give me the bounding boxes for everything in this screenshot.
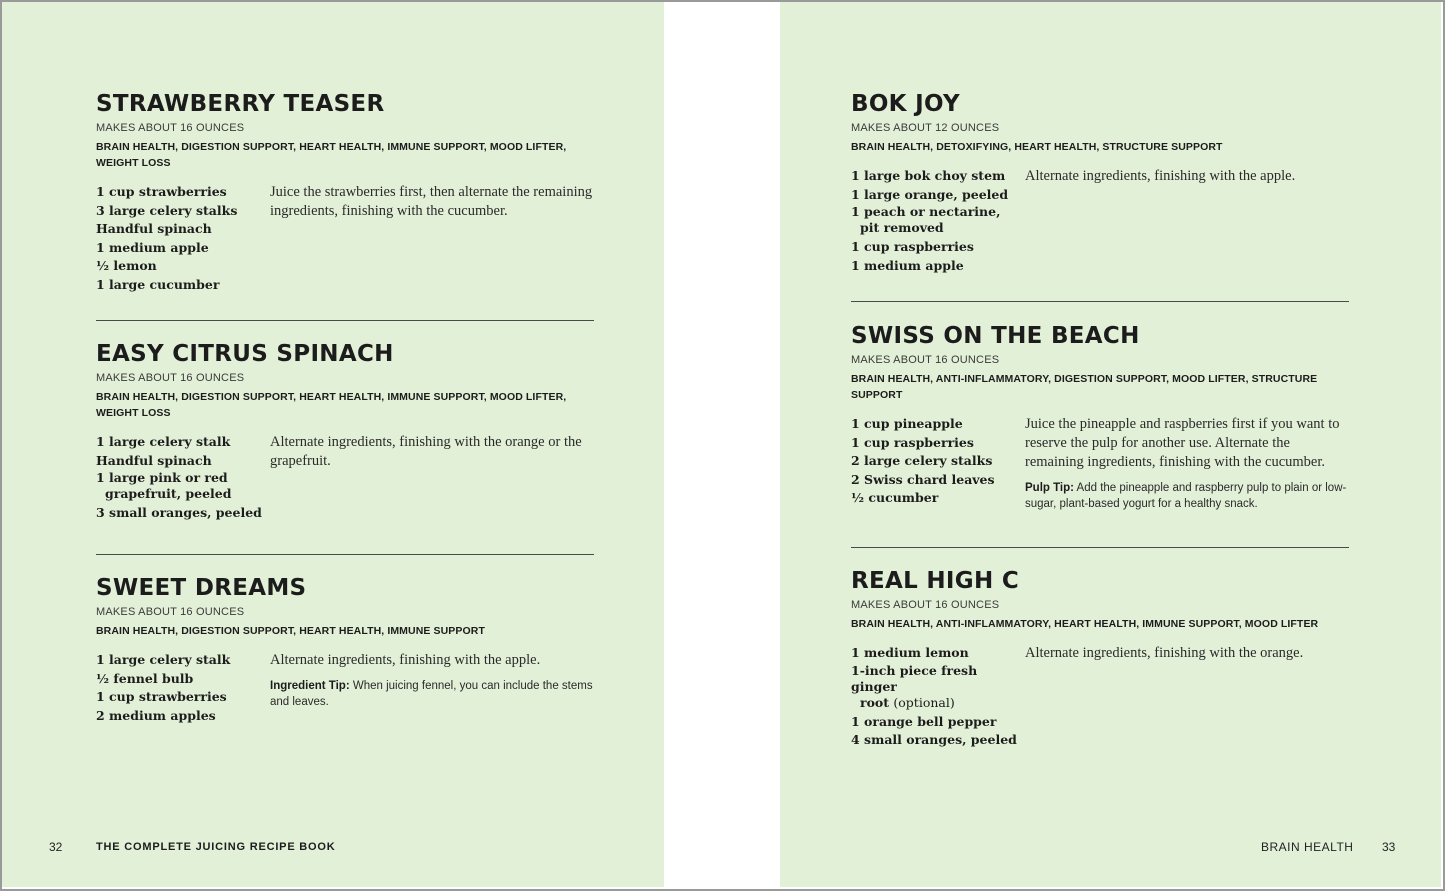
recipe-real-high-c <box>851 567 1349 750</box>
pulp-tip <box>1025 480 1351 512</box>
recipe-benefits: BRAIN HEALTH, ANTI-INFLAMMATORY, HEART HEALTH, IMMUNE SUPPORT, MOOD LIFTER <box>851 618 1319 630</box>
tip-label: Pulp Tip: <box>1025 482 1074 494</box>
recipe-title: BOK JOY <box>851 91 960 117</box>
ingredient-line: 1-inch piece fresh ginger <box>851 662 978 694</box>
recipe-benefits: BRAIN HEALTH, DETOXIFYING, HEART HEALTH, STRUCTURE SUPPORT <box>851 141 1223 153</box>
recipe-yield: MAKES ABOUT 16 OUNCES <box>96 122 245 134</box>
ingredient-line-continued: grapefruit, peeled <box>105 486 232 501</box>
recipe-title: SWISS ON THE BEACH <box>851 323 1140 349</box>
ingredient-tip <box>270 678 596 710</box>
ingredient-item: 1 cup raspberries <box>851 239 974 254</box>
recipe-directions: Alternate ingredients, finishing with the orange or the grapefruit. <box>270 434 582 469</box>
ingredient-item: Handful spinach <box>96 452 212 468</box>
optional-note: (optional) <box>893 694 955 710</box>
ingredient-item <box>851 663 1021 713</box>
recipe-yield: MAKES ABOUT 16 OUNCES <box>96 606 245 618</box>
recipe-sweet-dreams <box>96 574 594 725</box>
recipe-easy-citrus-spinach <box>96 340 594 523</box>
right-page <box>780 2 1441 887</box>
ingredient-item <box>96 470 266 504</box>
ingredient-item: 3 large celery stalks <box>96 202 238 218</box>
recipe-directions: Juice the strawberries first, then alternate the remaining ingredients, finishing with the cucumber. <box>270 184 593 219</box>
ingredient-item: 1 cup raspberries <box>851 434 974 450</box>
ingredient-item: Handful spinach <box>96 221 212 236</box>
ingredient-item: 1 large cucumber <box>96 276 220 292</box>
ingredient-line: 1 peach or nectarine, <box>851 204 1001 219</box>
ingredient-item: 4 small oranges, peeled <box>851 732 1017 747</box>
ingredient-item: 1 large celery stalk <box>96 434 231 449</box>
section-divider <box>851 301 1349 302</box>
recipe-directions-block <box>1025 415 1351 512</box>
ingredient-line-continued <box>851 695 1021 711</box>
ingredient-list <box>96 433 266 523</box>
ingredient-item: 2 large celery stalks <box>851 453 993 468</box>
ingredient-line: 1 large pink or red <box>96 470 228 485</box>
ingredient-item: 1 cup pineapple <box>851 416 963 431</box>
ingredient-list <box>851 415 1021 508</box>
tip-text: Add the pineapple and raspberry pulp to plain or low-sugar, plant-based yogurt for a healthy snack. <box>1025 482 1347 510</box>
recipe-directions: Juice the pineapple and raspberries first if you want to reserve the pulp for another use. Alternate the remaining ingredients, finishing with the cucumber. <box>1025 416 1340 470</box>
recipe-yield: MAKES ABOUT 16 OUNCES <box>851 599 1000 611</box>
recipe-yield: MAKES ABOUT 12 OUNCES <box>851 122 1000 134</box>
ingredient-item: 1 large orange, peeled <box>851 186 1009 202</box>
section-divider <box>96 320 594 321</box>
recipe-title: SWEET DREAMS <box>96 575 307 601</box>
recipe-benefits: BRAIN HEALTH, DIGESTION SUPPORT, HEART HEALTH, IMMUNE SUPPORT, MOOD LIFTER, WEIGHT LOSS <box>96 391 567 419</box>
recipe-title: STRAWBERRY TEASER <box>96 91 385 117</box>
recipe-directions: Alternate ingredients, finishing with the apple. <box>1025 168 1296 184</box>
tip-label: Ingredient Tip: <box>270 680 350 692</box>
recipe-yield: MAKES ABOUT 16 OUNCES <box>851 354 1000 366</box>
ingredient-item: 1 medium apple <box>851 257 964 273</box>
ingredient-item: 1 medium lemon <box>851 645 969 660</box>
recipe-benefits: BRAIN HEALTH, ANTI-INFLAMMATORY, DIGESTION SUPPORT, MOOD LIFTER, STRUCTURE SUPPORT <box>851 373 1318 401</box>
recipe-yield: MAKES ABOUT 16 OUNCES <box>96 372 245 384</box>
ingredient-list <box>96 651 266 725</box>
ingredient-word: root <box>860 694 890 710</box>
ingredient-list <box>851 644 1021 750</box>
ingredient-item: 1 large celery stalk <box>96 652 231 667</box>
section-divider <box>851 547 1349 548</box>
ingredient-item: 2 medium apples <box>96 707 216 723</box>
ingredient-item: ½ cucumber <box>851 490 939 505</box>
recipe-benefits: BRAIN HEALTH, DIGESTION SUPPORT, HEART HEALTH, IMMUNE SUPPORT <box>96 625 485 637</box>
recipe-strawberry-teaser <box>96 90 594 294</box>
page-number: 33 <box>1382 840 1396 854</box>
page-number: 32 <box>49 840 63 854</box>
left-page <box>2 2 664 887</box>
ingredient-line-continued: pit removed <box>860 220 944 235</box>
recipe-swiss-on-the-beach <box>851 322 1349 508</box>
recipe-directions-block <box>270 651 596 710</box>
ingredient-item: 1 medium apple <box>96 239 209 255</box>
ingredient-item: 2 Swiss chard leaves <box>851 471 995 487</box>
ingredient-item: 1 orange bell pepper <box>851 713 997 729</box>
ingredient-item: ½ lemon <box>96 258 157 273</box>
ingredient-item: 1 cup strawberries <box>96 689 227 704</box>
ingredient-list <box>96 183 266 294</box>
recipe-bok-joy <box>851 90 1349 275</box>
section-divider <box>96 554 594 555</box>
running-title: THE COMPLETE JUICING RECIPE BOOK <box>96 841 336 853</box>
ingredient-item: 1 large bok choy stem <box>851 168 1006 183</box>
recipe-directions: Alternate ingredients, finishing with the orange. <box>1025 645 1304 661</box>
ingredient-item <box>851 204 1021 238</box>
recipe-title: REAL HIGH C <box>851 568 1020 594</box>
recipe-title: EASY CITRUS SPINACH <box>96 341 394 367</box>
recipe-directions: Alternate ingredients, finishing with the apple. <box>270 652 541 668</box>
tip-text: When juicing fennel, you can include the stems and leaves. <box>270 680 593 708</box>
section-title: BRAIN HEALTH <box>1261 840 1354 854</box>
ingredient-item: 3 small oranges, peeled <box>96 505 262 520</box>
ingredient-item: ½ fennel bulb <box>96 670 194 686</box>
ingredient-item: 1 cup strawberries <box>96 184 227 199</box>
recipe-benefits: BRAIN HEALTH, DIGESTION SUPPORT, HEART HEALTH, IMMUNE SUPPORT, MOOD LIFTER, WEIGHT LOSS <box>96 141 567 169</box>
ingredient-list <box>851 167 1021 275</box>
